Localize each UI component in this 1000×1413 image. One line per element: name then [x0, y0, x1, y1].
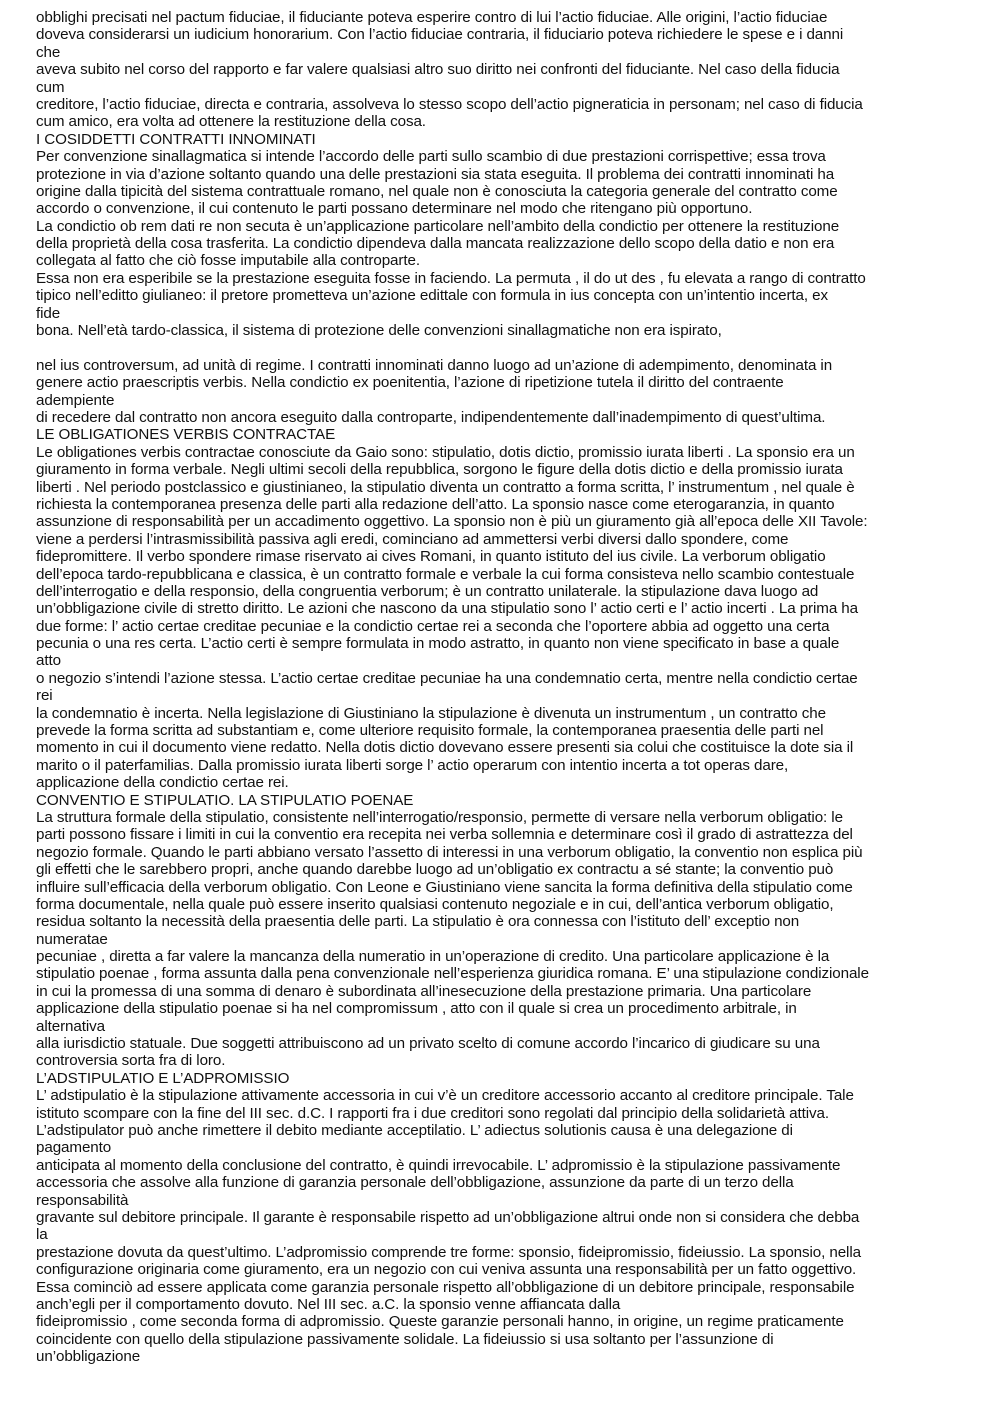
text-line: alternativa — [36, 1017, 105, 1035]
text-line: pecunia o una res certa. L’actio certi è sempre formulata in modo astratto, in quanto non viene specificato in base a quale — [36, 635, 840, 653]
text-line: atto — [36, 652, 61, 670]
text-line: stipulatio poenae , forma assunta dalla pena convenzionale nell’esperienza giuridica romana. E’ una stipulazione condizionale — [36, 965, 869, 983]
text-line: applicazione della condictio certae rei. — [36, 774, 289, 792]
text-line: Le obligationes verbis contractae conosciute da Gaio sono: stipulatio, dotis dictio, promissio iurata liberti . La sponsio era un — [36, 443, 855, 461]
text-line: marito o il paterfamilias. Dalla promissio iurata liberti sorge l’ actio operarum con intentio incerta a tot operas dare, — [36, 756, 789, 774]
text-line: adempiente — [36, 391, 115, 409]
document-body — [36, 9, 986, 1365]
text-line: Essa non era esperibile se la prestazione eseguita fosse in faciendo. La permuta , il do ut des , fu elevata a rango di contratto — [36, 269, 866, 287]
text-line: La struttura formale della stipulatio, consistente nell’interrogatio/responsio, permette di versare nella verborum obligatio: le — [36, 808, 843, 826]
text-line: accordo o convenzione, il cui contenuto le parti possano determinare nel modo che ritengano più opportuno. — [36, 200, 753, 218]
text-line: configurazione originaria come giuramento, era un negozio con cui veniva assunta una responsabilità per un fatto oggettivo. — [36, 1261, 857, 1279]
text-line: la — [36, 1226, 48, 1244]
text-line: L’adstipulator può anche rimettere il debito mediante acceptilatio. L’ adiectus solutionis causa è una delegazione di — [36, 1122, 793, 1139]
text-line: che — [36, 43, 61, 61]
text-line: L’ADSTIPULATIO E L’ADPROMISSIO — [36, 1069, 290, 1087]
text-line: origine dalla tipicità del sistema contrattuale romano, nel quale non è conosciuta la categoria generale del contratto come — [36, 182, 838, 200]
text-line: tipico nell’editto giulianeo: il pretore prometteva un’azione edittale con formula in ius concepta con un’intentio incerta, ex — [36, 287, 828, 305]
text-line: numeratae — [36, 930, 108, 948]
text-line: cum — [36, 78, 65, 96]
text-line: aveva subito nel corso del rapporto e far valere qualsiasi altro suo diritto nei confronti del fiduciante. Nel caso della fiducia — [36, 61, 840, 79]
text-line: La condictio ob rem dati re non secuta è un’applicazione particolare nell’ambito della condictio per ottenere la restituzione — [36, 217, 840, 235]
text-line: un’obbligazione — [36, 1348, 141, 1366]
text-line: gravante sul debitore principale. Il garante è responsabile rispetto ad un’obbligazione altrui onde non si considera che debba — [36, 1208, 860, 1226]
text-line: Per convenzione sinallagmatica si intende l’accordo delle parti sullo scambio di due prestazioni corrispettive; essa trova — [36, 148, 826, 166]
text-line: responsabilità — [36, 1191, 129, 1209]
text-line: alla iurisdictio statuale. Due soggetti attribuiscono ad un privato scelto di comune accordo l’incarico di giudicare su una — [36, 1035, 820, 1053]
text-line: cum amico, era volta ad ottenere la restituzione della cosa. — [36, 113, 426, 131]
text-line: assunzione di responsabilità per un accadimento oggettivo. La sponsio non è più un giuramento già all’epoca delle XII Tavole: — [36, 513, 868, 531]
text-line: o negozio s’intendi l’azione stessa. L’actio certae creditae pecuniae ha una condemnatio certa, mentre nella condictio certae — [36, 669, 858, 687]
text-line: bona. Nell’età tardo-classica, il sistema di protezione delle convenzioni sinallagmatiche non era ispirato, — [36, 322, 722, 340]
text-line: della proprietà della cosa trasferita. La condictio dipendeva dalla mancata realizzazione dello scopo della datio e non era — [36, 235, 835, 253]
text-line: prestazione dovuta da quest’ultimo. L’adpromissio comprende tre forme: sponsio, fideipromissio, fideiussio. La sponsio, nella — [36, 1243, 861, 1261]
text-line: forma documentale, nella quale può essere inserito qualsiasi contenuto negoziale e in cui, dell’antica verborum obligatio, — [36, 895, 834, 913]
text-line: viene a perdersi l’intrasmissibilità passiva agli eredi, cominciano ad ammettersi verbi diversi dallo spondere, come — [36, 530, 789, 548]
text-line: gli effetti che le sarebbero propri, anche quando darebbe luogo ad un’obligatio ex contractu a sé stante; la conventio può — [36, 861, 834, 879]
text-line: L’ adstipulatio è la stipulazione attivamente accessoria in cui v’è un creditore accessorio accanto al creditore principale. Tale — [36, 1087, 854, 1105]
text-line: anch’egli per il comportamento dovuto. Nel III sec. a.C. la sponsio venne affiancata dalla — [36, 1295, 621, 1313]
text-line: dell’interrogatio e della responsio, della congruentia verborum; è un contratto unilaterale. la stipulazione dava luogo ad — [36, 582, 819, 600]
text-line: pecuniae , diretta a far valere la mancanza della numeratio in un’operazione di credito. Una particolare applicazione è la — [36, 948, 830, 966]
text-line: protezione in via d’azione soltanto quando una delle prestazioni sia stata eseguita. Il problema dei contratti innominati ha — [36, 165, 835, 183]
text-line: la condemnatio è incerta. Nella legislazione di Giustiniano la stipulazione è divenuta un instrumentum , un contratto che — [36, 704, 826, 722]
text-line: genere actio praescriptis verbis. Nella condictio ex poenitentia, l’azione di ripetizione tutela il diritto del contraente — [36, 374, 784, 392]
text-line: applicazione della stipulatio poenae si ha nel compromissum , atto con il quale si crea un procedimento arbitrale, in — [36, 1000, 797, 1018]
text-line: Essa cominciò ad essere applicata come garanzia personale rispetto all’obbligazione di un debitore principale, responsabile — [36, 1278, 855, 1296]
text-line: liberti . Nel periodo postclassico e giustinianeo, la stipulatio diventa un contratto a forma scritta, l’ instrumentum , nel quale è — [36, 478, 855, 496]
text-line: controversia sorta fra di loro. — [36, 1052, 226, 1070]
text-line: doveva considerarsi un iudicium honorarium. Con l’actio fiduciae contraria, il fiduciario poteva richiedere le spese e i danni — [36, 26, 844, 44]
text-line: anticipata al momento della conclusione del contratto, è quindi irrevocabile. L’ adpromissio è la stipulazione passivamente — [36, 1156, 841, 1174]
text-line: richiesta la contemporanea presenza delle parti alla redazione dell’atto. La sponsio nasce come eterogaranzia, in quanto — [36, 495, 835, 513]
text-line: influire sull’efficacia della verborum obligatio. Con Leone e Giustiniano viene sancita la forma definitiva della stipulatio come — [36, 878, 853, 896]
text-line: dell’epoca tardo-repubblicana e classica, è un contratto formale e verbale la cui forma consisteva nello scambio contestuale — [36, 565, 855, 583]
text-line: nel ius controversum, ad unità di regime. I contratti innominati danno luogo ad un’azione di adempimento, denominata in — [36, 356, 833, 374]
text-line: in cui la promessa di una somma di denaro è subordinata all’inesecuzione della prestazione primaria. Una particolare — [36, 982, 812, 1000]
text-line: fidepromittere. Il verbo spondere rimase riservato ai cives Romani, in quanto istituto del ius civile. La verborum obligatio — [36, 548, 826, 566]
text-line: creditore, l’actio fiduciae, directa e contraria, assolveva lo stesso scopo dell’actio pigneraticia in personam; nel caso di fiducia — [36, 95, 863, 113]
text-line: due forme: l’ actio certae creditae pecuniae e la condictio certae rei a seconda che l’oportere abbia ad oggetto una certa — [36, 617, 830, 635]
text-line: fide — [36, 304, 61, 322]
text-line: obblighi precisati nel pactum fiduciae, il fiduciante poteva esperire contro di lui l’actio fiduciae. Alle origini, l’actio fiduciae — [36, 9, 828, 26]
text-line: prevede la forma scritta ad substantiam e, come ulteriore requisito formale, la contemporanea praesentia delle parti nel — [36, 722, 824, 740]
text-line: LE OBLIGATIONES VERBIS CONTRACTAE — [36, 426, 336, 444]
text-line: collegata al fatto che ciò fosse imputabile alla controparte. — [36, 252, 420, 270]
text-line: coincidente con quello della stipulazione passivamente solidale. La fideiussio si usa soltanto per l’assunzione di — [36, 1330, 774, 1348]
text-line: negozio formale. Quando le parti abbiano versato l’assetto di interessi in una verborum obligatio, la conventio non esplica più — [36, 843, 863, 861]
text-line: un’obbligazione civile di stretto diritto. Le azioni che nascono da una stipulatio sono l’ actio certi e l’ actio incerti . La prima ha — [36, 600, 858, 618]
text-line: fideipromissio , come seconda forma di adpromissio. Queste garanzie personali hanno, in origine, un regime praticamente — [36, 1313, 844, 1331]
text-line: momento in cui il documento viene redatto. Nella dotis dictio dovevano essere presenti sia colui che costituisce la dote sia il — [36, 739, 854, 757]
text-line: I COSIDDETTI CONTRATTI INNOMINATI — [36, 130, 316, 148]
text-line: accessoria che assolve alla funzione di garanzia personale dell’obbligazione, assunzione da parte di un terzo della — [36, 1174, 794, 1192]
text-line: parti possono fissare i limiti in cui la conventio era recepita nei verba sollemnia e determinare così il grado di astrattezza del — [36, 826, 853, 844]
text-line: residua soltanto la necessità della praesentia delle parti. La stipulatio è ora connessa con l’istituto dell’ exceptio non — [36, 913, 800, 931]
text-line: di recedere dal contratto non ancora eseguito dalla controparte, indipendentemente dall’inadempimento di quest’ultima. — [36, 408, 826, 426]
text-line: CONVENTIO E STIPULATIO. LA STIPULATIO POENAE — [36, 791, 414, 809]
text-line: rei — [36, 687, 53, 705]
blank-line — [36, 339, 986, 356]
text-line: giuramento in forma verbale. Negli ultimi secoli della repubblica, sorgono le figure della dotis dictio e della promissio iurata — [36, 461, 843, 479]
text-line: pagamento — [36, 1139, 112, 1157]
text-line: istituto scompare con la fine del III sec. d.C. I rapporti fra i due creditori sono regolati dal principio della solidarietà attiva. — [36, 1104, 829, 1122]
